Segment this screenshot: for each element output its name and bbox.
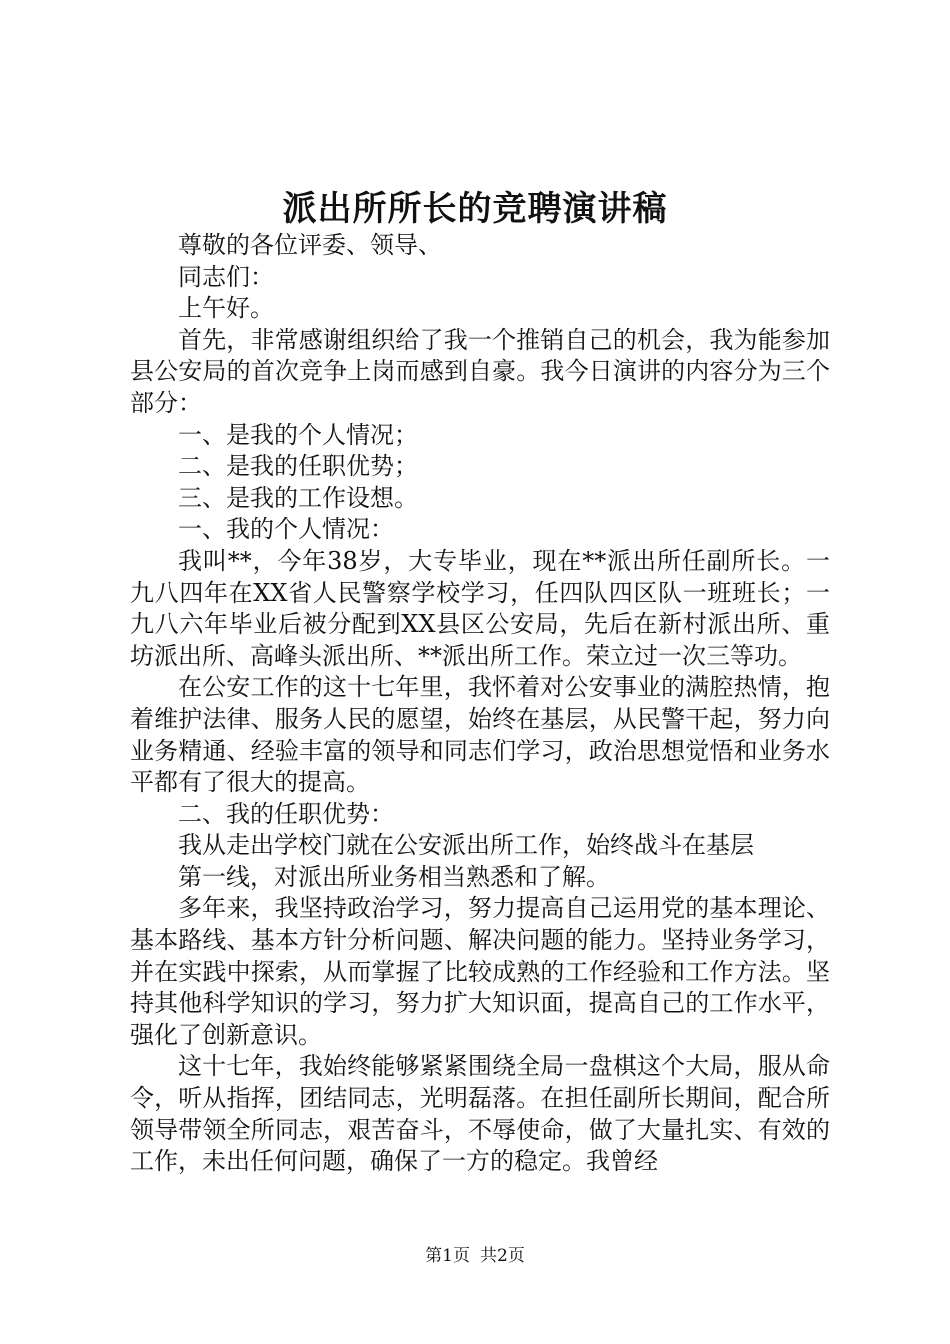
section-heading-personal: 一、我的个人情况： (178, 515, 394, 544)
paragraph-advantage-1b: 第一线，对派出所业务相当熟悉和了解。 (178, 862, 610, 891)
page-total: 共2页 (480, 1246, 525, 1266)
paragraph-greeting: 上午好。 (178, 294, 274, 323)
paragraph-advantage-1a: 我从走出学校门就在公安派出所工作，始终战斗在基层 (178, 831, 754, 860)
paragraph-advantage-3: 这十七年，我始终能够紧紧围绕全局一盘棋这个大局，服从命令，听从指挥，团结同志，光明磊落。在担任副所长期间，配合所领导带领全所同志，艰苦奋斗，不辱使命，做了大量扎实、有效的工作，未出任何问题，确保了一方的稳定。我曾经 (130, 1052, 830, 1176)
paragraph-personal-info: 我叫**，今年38岁，大专毕业，现在**派出所任副所长。一九八四年在XX省人民警察学校学习，任四队四区队一班班长；一九八六年毕业后被分配到XX县区公安局，先后在新村派出所、重坊派出所、高峰头派出所、**派出所工作。荣立过一次三等功。 (130, 546, 830, 670)
paragraph-salutation-2: 同志们： (178, 262, 274, 291)
page-number: 第1页 (425, 1246, 470, 1266)
document-title: 派出所所长的竞聘演讲稿 (282, 189, 668, 229)
paragraph-salutation-1: 尊敬的各位评委、领导、 (178, 231, 442, 259)
paragraph-outline-3: 三、是我的工作设想。 (178, 483, 418, 512)
document-body (130, 230, 830, 1178)
paragraph-intro: 首先，非常感谢组织给了我一个推销自己的机会，我为能参加县公安局的首次竞争上岗而感到自豪。我今日演讲的内容分为三个部分： (130, 325, 830, 417)
paragraph-outline-1: 一、是我的个人情况； (178, 420, 418, 449)
paragraph-advantage-2: 多年来，我坚持政治学习，努力提高自己运用党的基本理论、基本路线、基本方针分析问题、解决问题的能力。坚持业务学习，并在实践中探索，从而掌握了比较成熟的工作经验和工作方法。坚持其他科学知识的学习，努力扩大知识面，提高自己的工作水平，强化了创新意识。 (130, 894, 830, 1049)
section-heading-advantages: 二、我的任职优势： (178, 799, 394, 828)
paragraph-experience: 在公安工作的这十七年里，我怀着对公安事业的满腔热情，抱着维护法律、服务人民的愿望，始终在基层，从民警干起，努力向业务精通、经验丰富的领导和同志们学习，政治思想觉悟和业务水平都有了很大的提高。 (130, 673, 830, 797)
paragraph-outline-2: 二、是我的任职优势； (178, 452, 418, 481)
page-footer (0, 1244, 950, 1268)
